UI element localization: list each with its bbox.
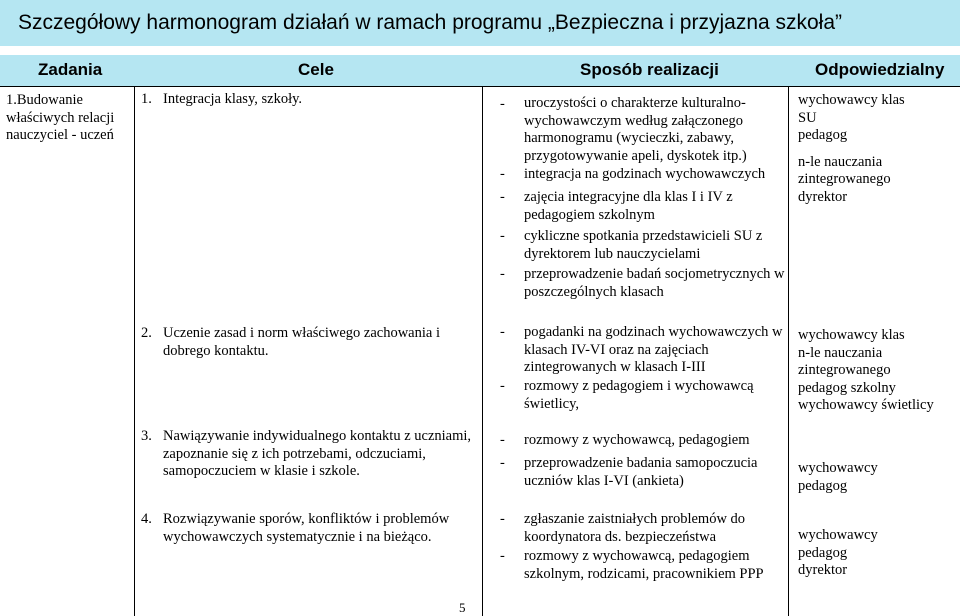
goal-line: Nawiązywanie indywidualnego kontaktu z uczniami, xyxy=(163,428,472,444)
responsible-line: dyrektor xyxy=(798,562,848,578)
column-divider xyxy=(788,86,789,616)
responsible-line: wychowawcy klas xyxy=(798,327,905,343)
method-item xyxy=(524,511,745,546)
method-item xyxy=(524,166,765,184)
method-line: cykliczne spotkania przedstawicieli SU z xyxy=(524,228,763,244)
method-line: poszczególnych klasach xyxy=(524,283,664,300)
header-odpowiedzialny: Odpowiedzialny xyxy=(815,60,945,79)
list-bullet: - xyxy=(500,96,505,112)
method-line: pedagogiem szkolnym xyxy=(524,206,655,223)
method-item xyxy=(524,95,747,165)
method-line: uczniów klas I-VI (ankieta) xyxy=(524,472,684,489)
method-item xyxy=(524,189,733,224)
method-line: rozmowy z wychowawcą, pedagogiem xyxy=(524,432,750,448)
method-line: zintegrowanych w klasach I-III xyxy=(524,359,706,375)
method-line: uroczystości o charakterze kulturalno- xyxy=(524,95,746,111)
method-item xyxy=(524,228,762,263)
responsible-line: wychowawcy xyxy=(798,460,878,476)
header-divider xyxy=(0,86,960,87)
list-bullet: - xyxy=(500,228,505,244)
responsible-line: SU xyxy=(798,109,817,126)
responsible-line: zintegrowanego xyxy=(798,171,891,187)
method-line: klasach IV-VI oraz na zajęciach xyxy=(524,341,709,358)
goal-line: Integracja klasy, szkoły. xyxy=(163,91,303,107)
goal-number: 1. xyxy=(141,91,152,107)
page-title: Szczegółowy harmonogram działań w ramach programu „Bezpieczna i przyjazna szkoła” xyxy=(18,11,843,34)
method-item xyxy=(524,432,749,450)
column-divider xyxy=(482,86,483,616)
responsible-line: dyrektor xyxy=(798,188,848,205)
goal-line: Rozwiązywanie sporów, konfliktów i problemów xyxy=(163,511,450,527)
responsible-line: n-le nauczania xyxy=(798,344,883,361)
responsible-line: pedagog xyxy=(798,127,848,143)
responsible-line: pedagog xyxy=(798,544,848,561)
method-item xyxy=(524,378,754,413)
method-line: szkolnym, rodzicami, pracownikiem PPP xyxy=(524,565,764,582)
method-item xyxy=(524,455,758,490)
method-line: przeprowadzenie badania samopoczucia xyxy=(524,455,758,471)
method-line: koordynatora ds. bezpieczeństwa xyxy=(524,528,717,545)
list-bullet: - xyxy=(500,324,505,340)
method-line: przygotowywanie apeli, dyskotek itp.) xyxy=(524,147,747,164)
responsible-cell xyxy=(798,92,905,206)
method-line: zajęcia integracyjne dla klas I i IV z xyxy=(524,189,733,205)
responsible-line: wychowawcy klas xyxy=(798,92,905,108)
task-label: właściwych relacji xyxy=(6,109,115,126)
method-item xyxy=(524,324,783,377)
title-bar xyxy=(0,0,960,46)
list-bullet: - xyxy=(500,189,505,205)
method-line: wychowawczym według załączonego xyxy=(524,112,744,129)
list-bullet: - xyxy=(500,166,505,182)
column-divider xyxy=(134,86,135,616)
method-line: rozmowy z wychowawcą, pedagogiem xyxy=(524,548,750,564)
method-line: pogadanki na godzinach wychowawczych w xyxy=(524,324,783,340)
method-item xyxy=(524,548,764,583)
goal-text xyxy=(163,91,302,109)
method-line: przeprowadzenie badań socjometrycznych w xyxy=(524,266,785,282)
goal-line: Uczenie zasad i norm właściwego zachowania i xyxy=(163,325,440,341)
header-zadania: Zadania xyxy=(38,60,103,79)
list-bullet: - xyxy=(500,548,505,564)
responsible-line: wychowawcy xyxy=(798,527,878,543)
table-header xyxy=(0,55,960,86)
goal-text xyxy=(163,511,449,546)
responsible-line: pedagog xyxy=(798,477,848,494)
goal-number: 4. xyxy=(141,511,152,527)
list-bullet: - xyxy=(500,266,505,282)
goal-line: dobrego kontaktu. xyxy=(163,342,269,359)
goal-text xyxy=(163,428,471,481)
list-bullet: - xyxy=(500,511,505,527)
header-cele: Cele xyxy=(298,60,334,79)
goal-line: samopoczuciem w klasie i szkole. xyxy=(163,463,360,479)
method-line: zgłaszanie zaistniałych problemów do xyxy=(524,511,746,527)
task-label: 1.Budowanie xyxy=(6,92,83,108)
responsible-cell xyxy=(798,527,878,580)
header-sposob-realizacji: Sposób realizacji xyxy=(580,60,719,79)
method-line: harmonogramu (wycieczki, zabawy, xyxy=(524,130,735,146)
method-line: dyrektorem lub nauczycielami xyxy=(524,245,701,262)
page-number: 5 xyxy=(459,600,466,615)
method-item xyxy=(524,266,784,301)
responsible-line: zintegrowanego xyxy=(798,362,891,378)
goal-line: zapoznanie się z ich potrzebami, odczuciami, xyxy=(163,445,426,462)
goal-number: 2. xyxy=(141,325,152,341)
method-line: świetlicy, xyxy=(524,395,580,412)
list-bullet: - xyxy=(500,378,505,394)
method-line: integracja na godzinach wychowawczych xyxy=(524,166,766,182)
responsible-line: wychowawcy świetlicy xyxy=(798,397,934,413)
responsible-line: n-le nauczania xyxy=(798,153,883,170)
task-cell xyxy=(6,92,114,145)
goal-line: wychowawczych systematycznie i na bieżąco. xyxy=(163,528,432,545)
list-bullet: - xyxy=(500,432,505,448)
responsible-cell xyxy=(798,460,878,495)
method-line: rozmowy z pedagogiem i wychowawcą xyxy=(524,378,754,394)
goal-number: 3. xyxy=(141,428,152,444)
responsible-cell xyxy=(798,327,934,415)
task-label: nauczyciel - uczeń xyxy=(6,127,114,143)
goal-text xyxy=(163,325,440,360)
list-bullet: - xyxy=(500,455,505,471)
responsible-line: pedagog szkolny xyxy=(798,379,896,396)
